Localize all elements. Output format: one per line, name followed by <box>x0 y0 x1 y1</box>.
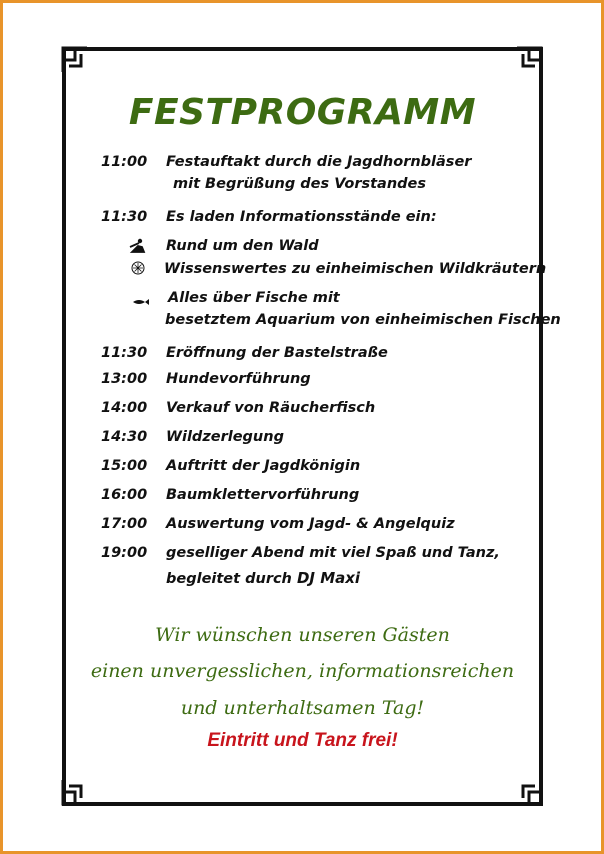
program-entry <box>101 516 455 532</box>
wish-line: Wir wünschen unseren Gästen <box>155 624 450 646</box>
entry-text: Auswertung vom Jagd- & Angelquiz <box>166 516 455 532</box>
hunter-icon <box>129 238 145 252</box>
entry-text: Verkauf von Räucherfisch <box>166 400 376 416</box>
program-entry <box>101 345 388 361</box>
entry-time: 14:00 <box>101 400 148 416</box>
entry-time: 11:30 <box>101 209 148 225</box>
entry-text-continued: mit Begrüßung des Vorstandes <box>173 176 426 192</box>
program-entry <box>101 371 311 387</box>
entry-time: 15:00 <box>101 458 148 474</box>
wish-line: und unterhaltsamen Tag! <box>180 697 425 719</box>
entry-time: 14:30 <box>101 429 148 445</box>
stand-text-continued: besetztem Aquarium von einheimischen Fischen <box>165 312 561 328</box>
program-entry <box>101 429 284 445</box>
fish-icon <box>131 292 147 306</box>
entry-text: geselliger Abend mit viel Spaß und Tanz, <box>166 545 500 561</box>
entry-time: 19:00 <box>101 545 148 561</box>
entry-text-continued <box>166 569 360 587</box>
stand-text: Rund um den Wald <box>166 238 319 254</box>
page-title: FESTPROGRAMM <box>128 92 477 133</box>
entry-text: Wildzerlegung <box>166 429 284 445</box>
closing-text: begleitet durch <box>166 571 292 587</box>
entry-time: 17:00 <box>101 516 148 532</box>
entry-text: Auftritt der Jagdkönigin <box>166 458 361 474</box>
corner-ornament-bottom-left <box>61 778 89 806</box>
entry-time: 13:00 <box>101 371 148 387</box>
entry-time: 16:00 <box>101 487 148 503</box>
entry-text: Baumklettervorführung <box>166 487 360 503</box>
corner-ornament-bottom-right <box>515 778 543 806</box>
entry-text: Eröffnung der Bastelstraße <box>166 345 388 361</box>
program-entry <box>101 209 437 225</box>
entry-text: Festauftakt durch die Jagdhornbläser <box>166 154 472 170</box>
stand-text: Wissenswertes zu einheimischen Wildkräutern <box>164 261 547 277</box>
corner-ornament-top-right <box>515 46 543 74</box>
entry-text: Es laden Informationsstände ein: <box>166 209 437 225</box>
program-entry <box>101 154 471 170</box>
entry-time: 11:00 <box>101 154 148 170</box>
entry-time: 11:30 <box>101 345 148 361</box>
herb-icon <box>130 260 146 274</box>
stand-text: Alles über Fische mit <box>168 290 340 306</box>
corner-ornament-top-left <box>61 46 89 74</box>
wish-line: einen unvergesslichen, informationsreichen <box>90 660 515 682</box>
program-entry <box>101 487 359 503</box>
program-entry <box>101 458 360 474</box>
free-entry-note: Eintritt und Tanz frei! <box>207 730 398 751</box>
program-entry <box>101 400 375 416</box>
entry-text: Hundevorführung <box>166 371 311 387</box>
program-entry <box>101 545 500 561</box>
dj-name: DJ Maxi <box>296 569 361 587</box>
